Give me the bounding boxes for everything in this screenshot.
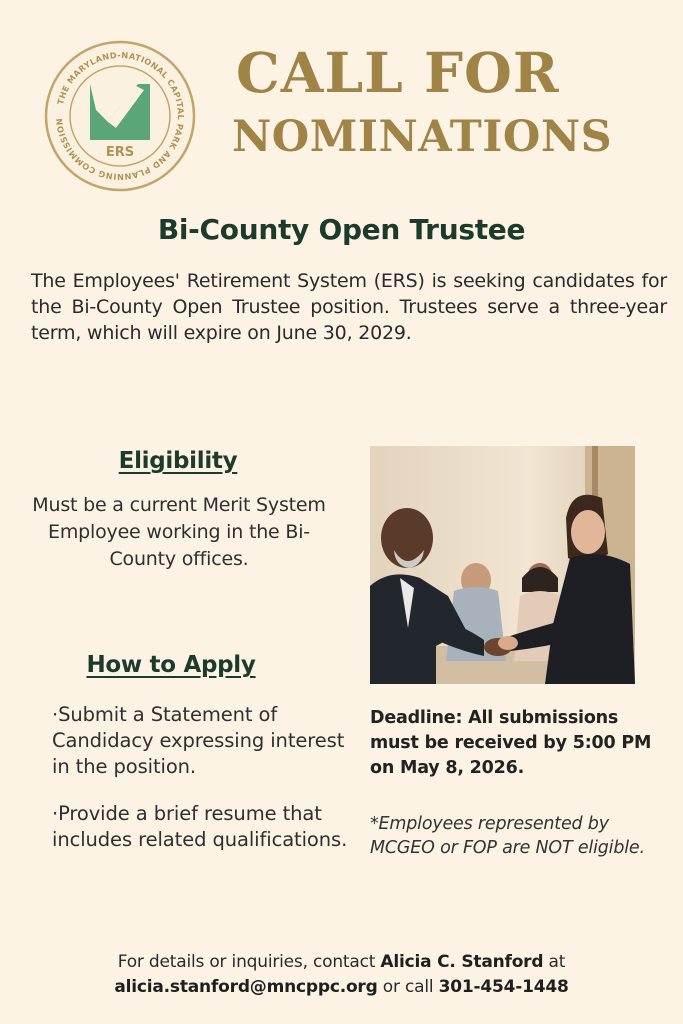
seal-ring-text: THE MARYLAND-NATIONAL CAPITAL PARK AND PLANNING COMMISSION [53, 49, 187, 183]
seal-monogram: ERS [105, 145, 135, 160]
contact-or-call: or call [377, 977, 439, 997]
contact-phone[interactable]: 301-454-1448 [438, 977, 569, 997]
contact-prefix: For details or inquiries, contact [117, 952, 381, 972]
how-to-apply-heading: How to Apply [86, 652, 256, 678]
deadline-notice: Deadline: All submissions must be received by 5:00 PM on May 8, 2026. [370, 708, 652, 778]
title-line-2: NOMINATIONS [232, 112, 613, 162]
eligibility-text: Must be a current Merit System Employee working in the Bi-County offices. [32, 494, 326, 570]
eligibility-heading: Eligibility [118, 448, 238, 474]
apply-step-resume: ·Provide a brief resume that includes related qualifications. [52, 802, 348, 851]
contact-email-link[interactable]: alicia.stanford@mncppc.org [114, 977, 378, 997]
position-subtitle: Bi-County Open Trustee [157, 213, 526, 246]
handshake-photo [370, 446, 635, 684]
apply-step-statement: ·Submit a Statement of Candidacy expressing interest in the position. [52, 703, 345, 778]
contact-name: Alicia C. Stanford [380, 952, 544, 972]
contact-info [0, 950, 683, 1000]
contact-at: at [543, 952, 566, 972]
ers-seal-logo [44, 40, 196, 192]
eligibility-exclusion-note: *Employees represented by MCGEO or FOP are NOT eligible. [370, 814, 645, 858]
intro-paragraph: The Employees' Retirement System (ERS) is seeking candidates for the Bi-County Open Trustee position. Trustees serve a three-year term, which will expire on June 30, 2029. [31, 270, 667, 344]
title-line-1: CALL FOR [236, 40, 560, 105]
